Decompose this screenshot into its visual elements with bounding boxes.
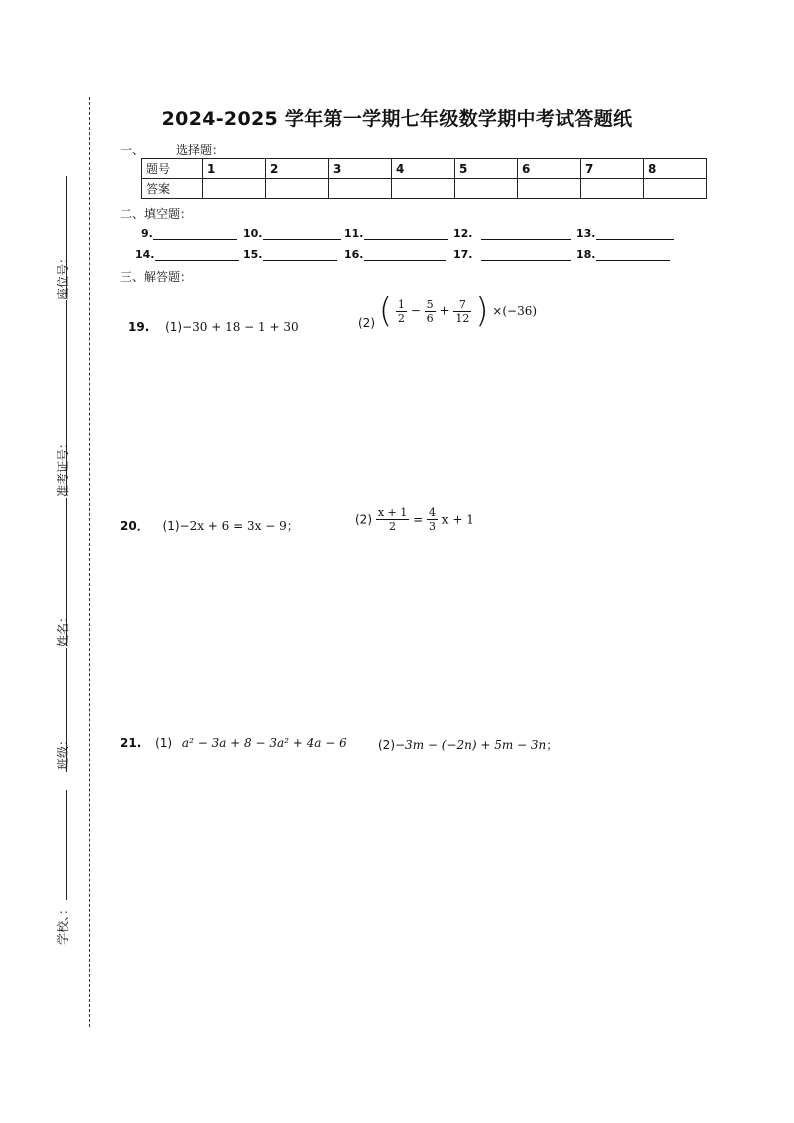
- punctuation: ；: [546, 738, 559, 752]
- binding-dashed-line: [89, 97, 90, 1027]
- blank-line[interactable]: [364, 227, 448, 240]
- table-number-4: 4: [392, 159, 455, 179]
- plus-sign: +: [439, 303, 450, 318]
- part-label: (2): [355, 512, 372, 527]
- table-number-5: 5: [455, 159, 518, 179]
- blank-number: 13.: [576, 227, 596, 240]
- blank-item-18: [576, 248, 670, 261]
- blank-item-14: [135, 248, 239, 261]
- blank-line[interactable]: [481, 248, 571, 261]
- part-label: (2): [378, 738, 395, 752]
- minus-sign: −: [410, 303, 421, 318]
- part-label: (2): [358, 315, 375, 330]
- section-2-label: 二、填空题：: [120, 207, 193, 221]
- answer-cell-3[interactable]: [329, 179, 392, 199]
- school-line[interactable]: [66, 790, 67, 900]
- blank-line[interactable]: [481, 227, 571, 240]
- class-label: 班级：: [56, 733, 70, 770]
- blank-line[interactable]: [596, 227, 674, 240]
- blank-item-9: [141, 227, 237, 240]
- blank-item-13: [576, 227, 674, 240]
- blank-number: 14.: [135, 248, 155, 261]
- blank-number: 16.: [344, 248, 364, 261]
- question-21-part-2: [378, 736, 558, 753]
- answer-table-number-row: [142, 159, 707, 179]
- fraction: $\frac{4}{3}$: [428, 506, 436, 533]
- blank-item-16: [344, 248, 446, 261]
- question-19: [128, 320, 299, 334]
- table-number-2: 2: [266, 159, 329, 179]
- blank-line[interactable]: [155, 248, 239, 261]
- part-label: (1): [155, 736, 173, 750]
- expression: −2x + 6 = 3x − 9: [179, 519, 287, 533]
- table-number-6: 6: [518, 159, 581, 179]
- table-header-number: 题号: [142, 159, 203, 179]
- table-number-7: 7: [581, 159, 644, 179]
- blank-item-15: [243, 248, 337, 261]
- expression-tail: ×(−36): [492, 304, 538, 318]
- table-number-1: 1: [203, 159, 266, 179]
- blank-line[interactable]: [596, 248, 670, 261]
- section-3-label: 三、解答题：: [120, 270, 193, 284]
- answer-cell-6[interactable]: [518, 179, 581, 199]
- section-1-label: 选择题：: [176, 143, 225, 157]
- blank-number: 12.: [453, 227, 473, 240]
- blank-item-11: [344, 227, 448, 240]
- answer-cell-5[interactable]: [455, 179, 518, 199]
- expression: −3m − (−2n) + 5m − 3n: [395, 738, 547, 752]
- blank-number: 15.: [243, 248, 263, 261]
- left-paren: (: [378, 291, 393, 331]
- blank-number: 9.: [141, 227, 153, 240]
- part-label: (1): [165, 320, 183, 334]
- question-20: [120, 517, 299, 534]
- blank-number: 17.: [453, 248, 473, 261]
- fraction: $\frac{x + 1}{2}$: [377, 506, 408, 533]
- student-name-label: 姓名：: [56, 610, 70, 647]
- table-number-3: 3: [329, 159, 392, 179]
- answer-cell-7[interactable]: [581, 179, 644, 199]
- question-20-part-2: [355, 506, 474, 533]
- section-1-number: 一、: [120, 143, 145, 157]
- answer-cell-1[interactable]: [203, 179, 266, 199]
- blank-number: 11.: [344, 227, 364, 240]
- expression-tail: x + 1: [441, 512, 474, 527]
- blank-line[interactable]: [263, 248, 337, 261]
- fraction: $\frac{7}{12}$: [455, 297, 470, 325]
- punctuation: ；: [286, 519, 299, 533]
- blank-item-10: [243, 227, 341, 240]
- blank-line[interactable]: [153, 227, 237, 240]
- question-number: 19.: [128, 320, 150, 334]
- answer-cell-4[interactable]: [392, 179, 455, 199]
- expression: a² − 3a + 8 − 3a² + 4a − 6: [181, 736, 347, 750]
- seat-number-label: 座位号：: [56, 251, 70, 300]
- equals-sign: =: [413, 512, 424, 527]
- question-number: 21.: [120, 736, 142, 750]
- answer-cell-2[interactable]: [266, 179, 329, 199]
- school-label: 学校、：: [56, 902, 70, 945]
- page-title: 2024-2025 学年第一学期七年级数学期中考试答题纸: [161, 108, 633, 130]
- blank-item-17: [453, 248, 571, 261]
- table-header-answer: 答案: [142, 179, 203, 199]
- exam-id-label: 准考证号：: [56, 436, 70, 497]
- blank-item-12: [453, 227, 571, 240]
- blank-number: 18.: [576, 248, 596, 261]
- answer-table-answer-row: [142, 179, 707, 199]
- table-number-8: 8: [644, 159, 707, 179]
- question-21: [120, 736, 347, 750]
- answer-cell-8[interactable]: [644, 179, 707, 199]
- fraction: $\frac{5}{6}$: [426, 297, 434, 325]
- right-paren: ): [475, 291, 489, 331]
- blank-line[interactable]: [263, 227, 341, 240]
- question-number: 20．: [120, 519, 149, 533]
- blank-line[interactable]: [364, 248, 446, 261]
- fraction: $\frac{1}{2}$: [397, 297, 405, 325]
- expression: −30 + 18 − 1 + 30: [182, 320, 299, 334]
- question-19-part-2: [358, 291, 538, 331]
- blank-number: 10.: [243, 227, 263, 240]
- part-label: (1): [162, 519, 180, 533]
- answer-table: [141, 158, 707, 199]
